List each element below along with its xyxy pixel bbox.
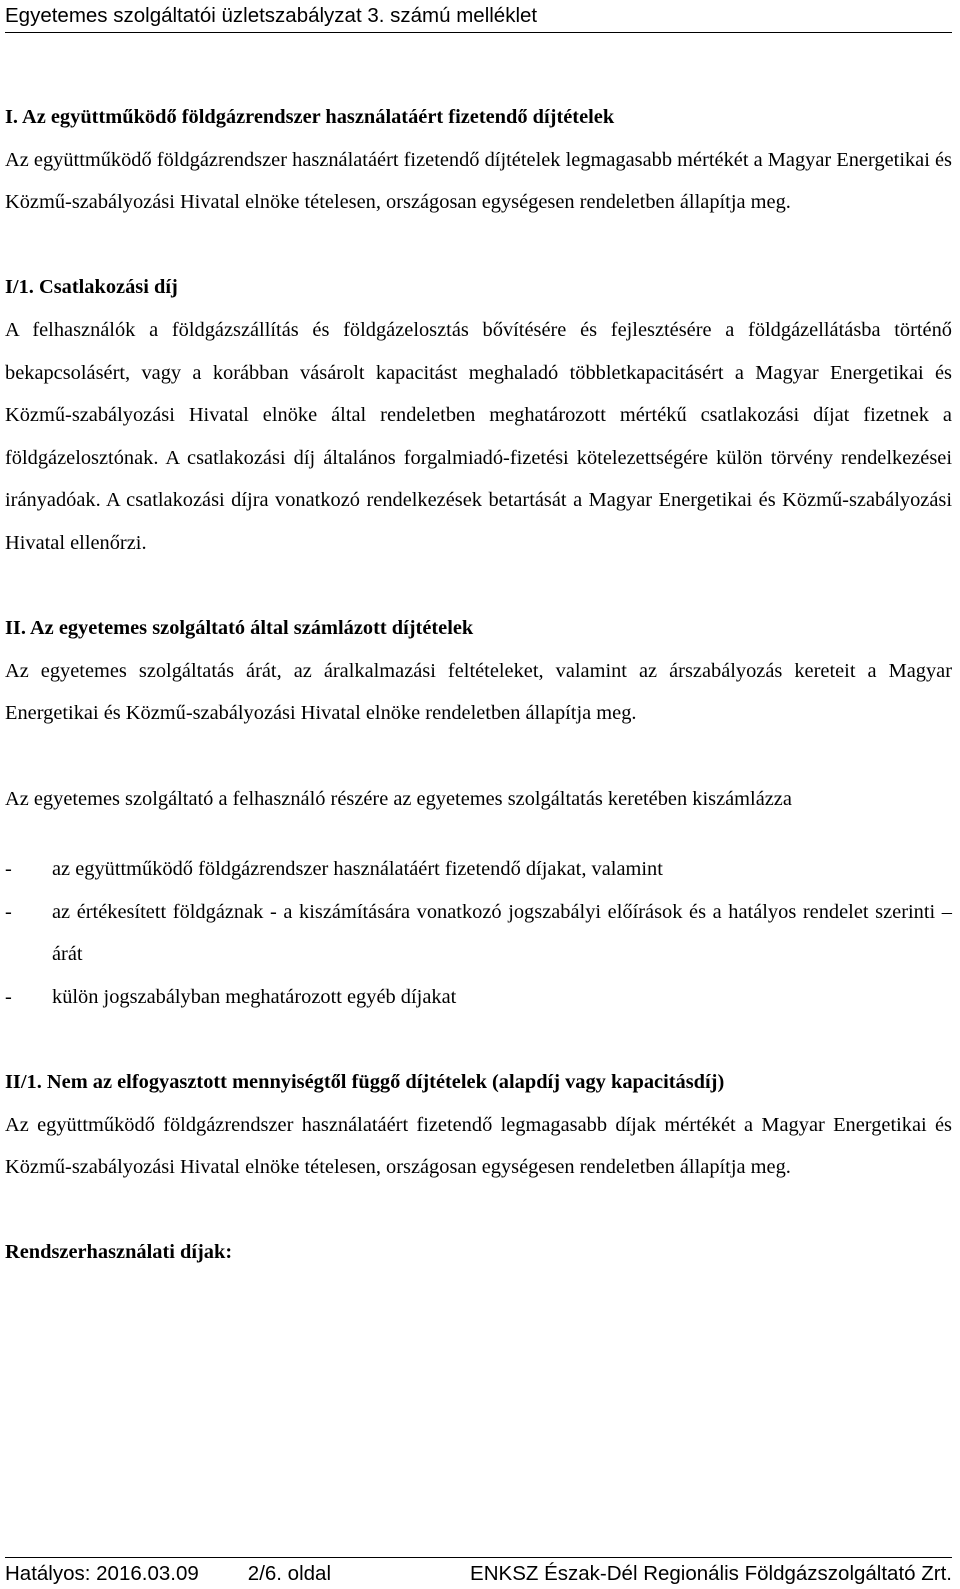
section-2-heading: II. Az egyetemes szolgáltató által számlázott díjtételek — [5, 617, 474, 640]
page-footer — [5, 1557, 952, 1588]
spacer — [5, 735, 952, 778]
spacer — [5, 1189, 952, 1232]
list-dash: - — [5, 900, 12, 923]
section-2-text-1: Az egyetemes szolgáltatás árát, az áralkalmazási feltételeket, valamint az árszabályozás kereteit a Magyar Energetikai és Közmű-szabályozási Hivatal elnöke rendeletben állapítja meg. — [5, 659, 952, 725]
spacer — [5, 1018, 952, 1061]
spacer — [5, 224, 952, 267]
section-2-1-heading: II/1. Nem az elfogyasztott mennyiségtől függő díjtételek (alapdíj vagy kapacitásdíj) — [5, 1071, 725, 1094]
list-dash: - — [5, 858, 12, 881]
footer-company: ENKSZ Észak-Dél Regionális Földgázszolgáltató Zrt. — [470, 1562, 952, 1585]
subheading: Rendszerhasználati díjak: — [5, 1241, 233, 1264]
section-2-text-2: Az egyetemes szolgáltató a felhasználó részére az egyetemes szolgáltatás keretében kiszámlázza — [5, 787, 792, 810]
section-1-heading: I. Az együttműködő földgázrendszer használatáért fizetendő díjtételek — [5, 106, 615, 128]
section-2-1-text: Az együttműködő földgázrendszer használatáért fizetendő legmagasabb díjak mértékét a Magyar Energetikai és Közmű-szabályozási Hivatal elnöke tételesen, országosan egységesen rendeletben állapítja meg. — [5, 1113, 952, 1179]
list-item — [5, 848, 952, 891]
spacer — [5, 820, 952, 848]
page-header: Egyetemes szolgáltatói üzletszabályzat 3. számú melléklet — [5, 2, 952, 33]
billed-items-list — [5, 848, 952, 1018]
spacer — [5, 565, 952, 608]
section-1-1-text: A felhasználók a földgázszállítás és földgázelosztás bővítésére és fejlesztésére a földgázellátásba történő bekapcsolásért, vagy a korábban vásárolt kapacitást meghaladó többletkapacitásért a Magyar Energetikai és Közmű-szabályozási Hivatal elnöke által rendeletben meghatározott mértékű csatlakozási díjat fizetnek a földgázelosztónak. A csatlakozási díj általános forgalmiadó-fizetési kötelezettségére külön törvény rendelkezései irányadóak. A csatlakozási díjra vonatkozó rendelkezések betartását a Magyar Energetikai és Közmű-szabályozási Hivatal ellenőrzi. — [5, 318, 952, 554]
list-item-text: külön jogszabályban meghatározott egyéb díjakat — [52, 985, 457, 1008]
footer-page-number: 2/6. oldal — [247, 1562, 331, 1585]
section-1-text: Az együttműködő földgázrendszer használatáért fizetendő díjtételek legmagasabb mértékét a Magyar Energetikai és Közmű-szabályozási Hivatal elnöke tételesen, országosan egységesen rendeletben állapítja meg. — [5, 148, 952, 214]
list-item — [5, 891, 952, 976]
list-item-text: az együttműködő földgázrendszer használatáért fizetendő díjakat, valamint — [52, 858, 663, 881]
list-item — [5, 976, 952, 1019]
list-dash: - — [5, 985, 12, 1008]
list-item-text: az értékesített földgáznak - a kiszámítására vonatkozó jogszabályi előírások és a hatályos rendelet szerinti – árát — [52, 900, 952, 966]
document-body — [5, 96, 952, 1274]
footer-effective-date: Hatályos: 2016.03.09 — [5, 1562, 199, 1585]
section-1-1-heading: I/1. Csatlakozási díj — [5, 276, 178, 299]
